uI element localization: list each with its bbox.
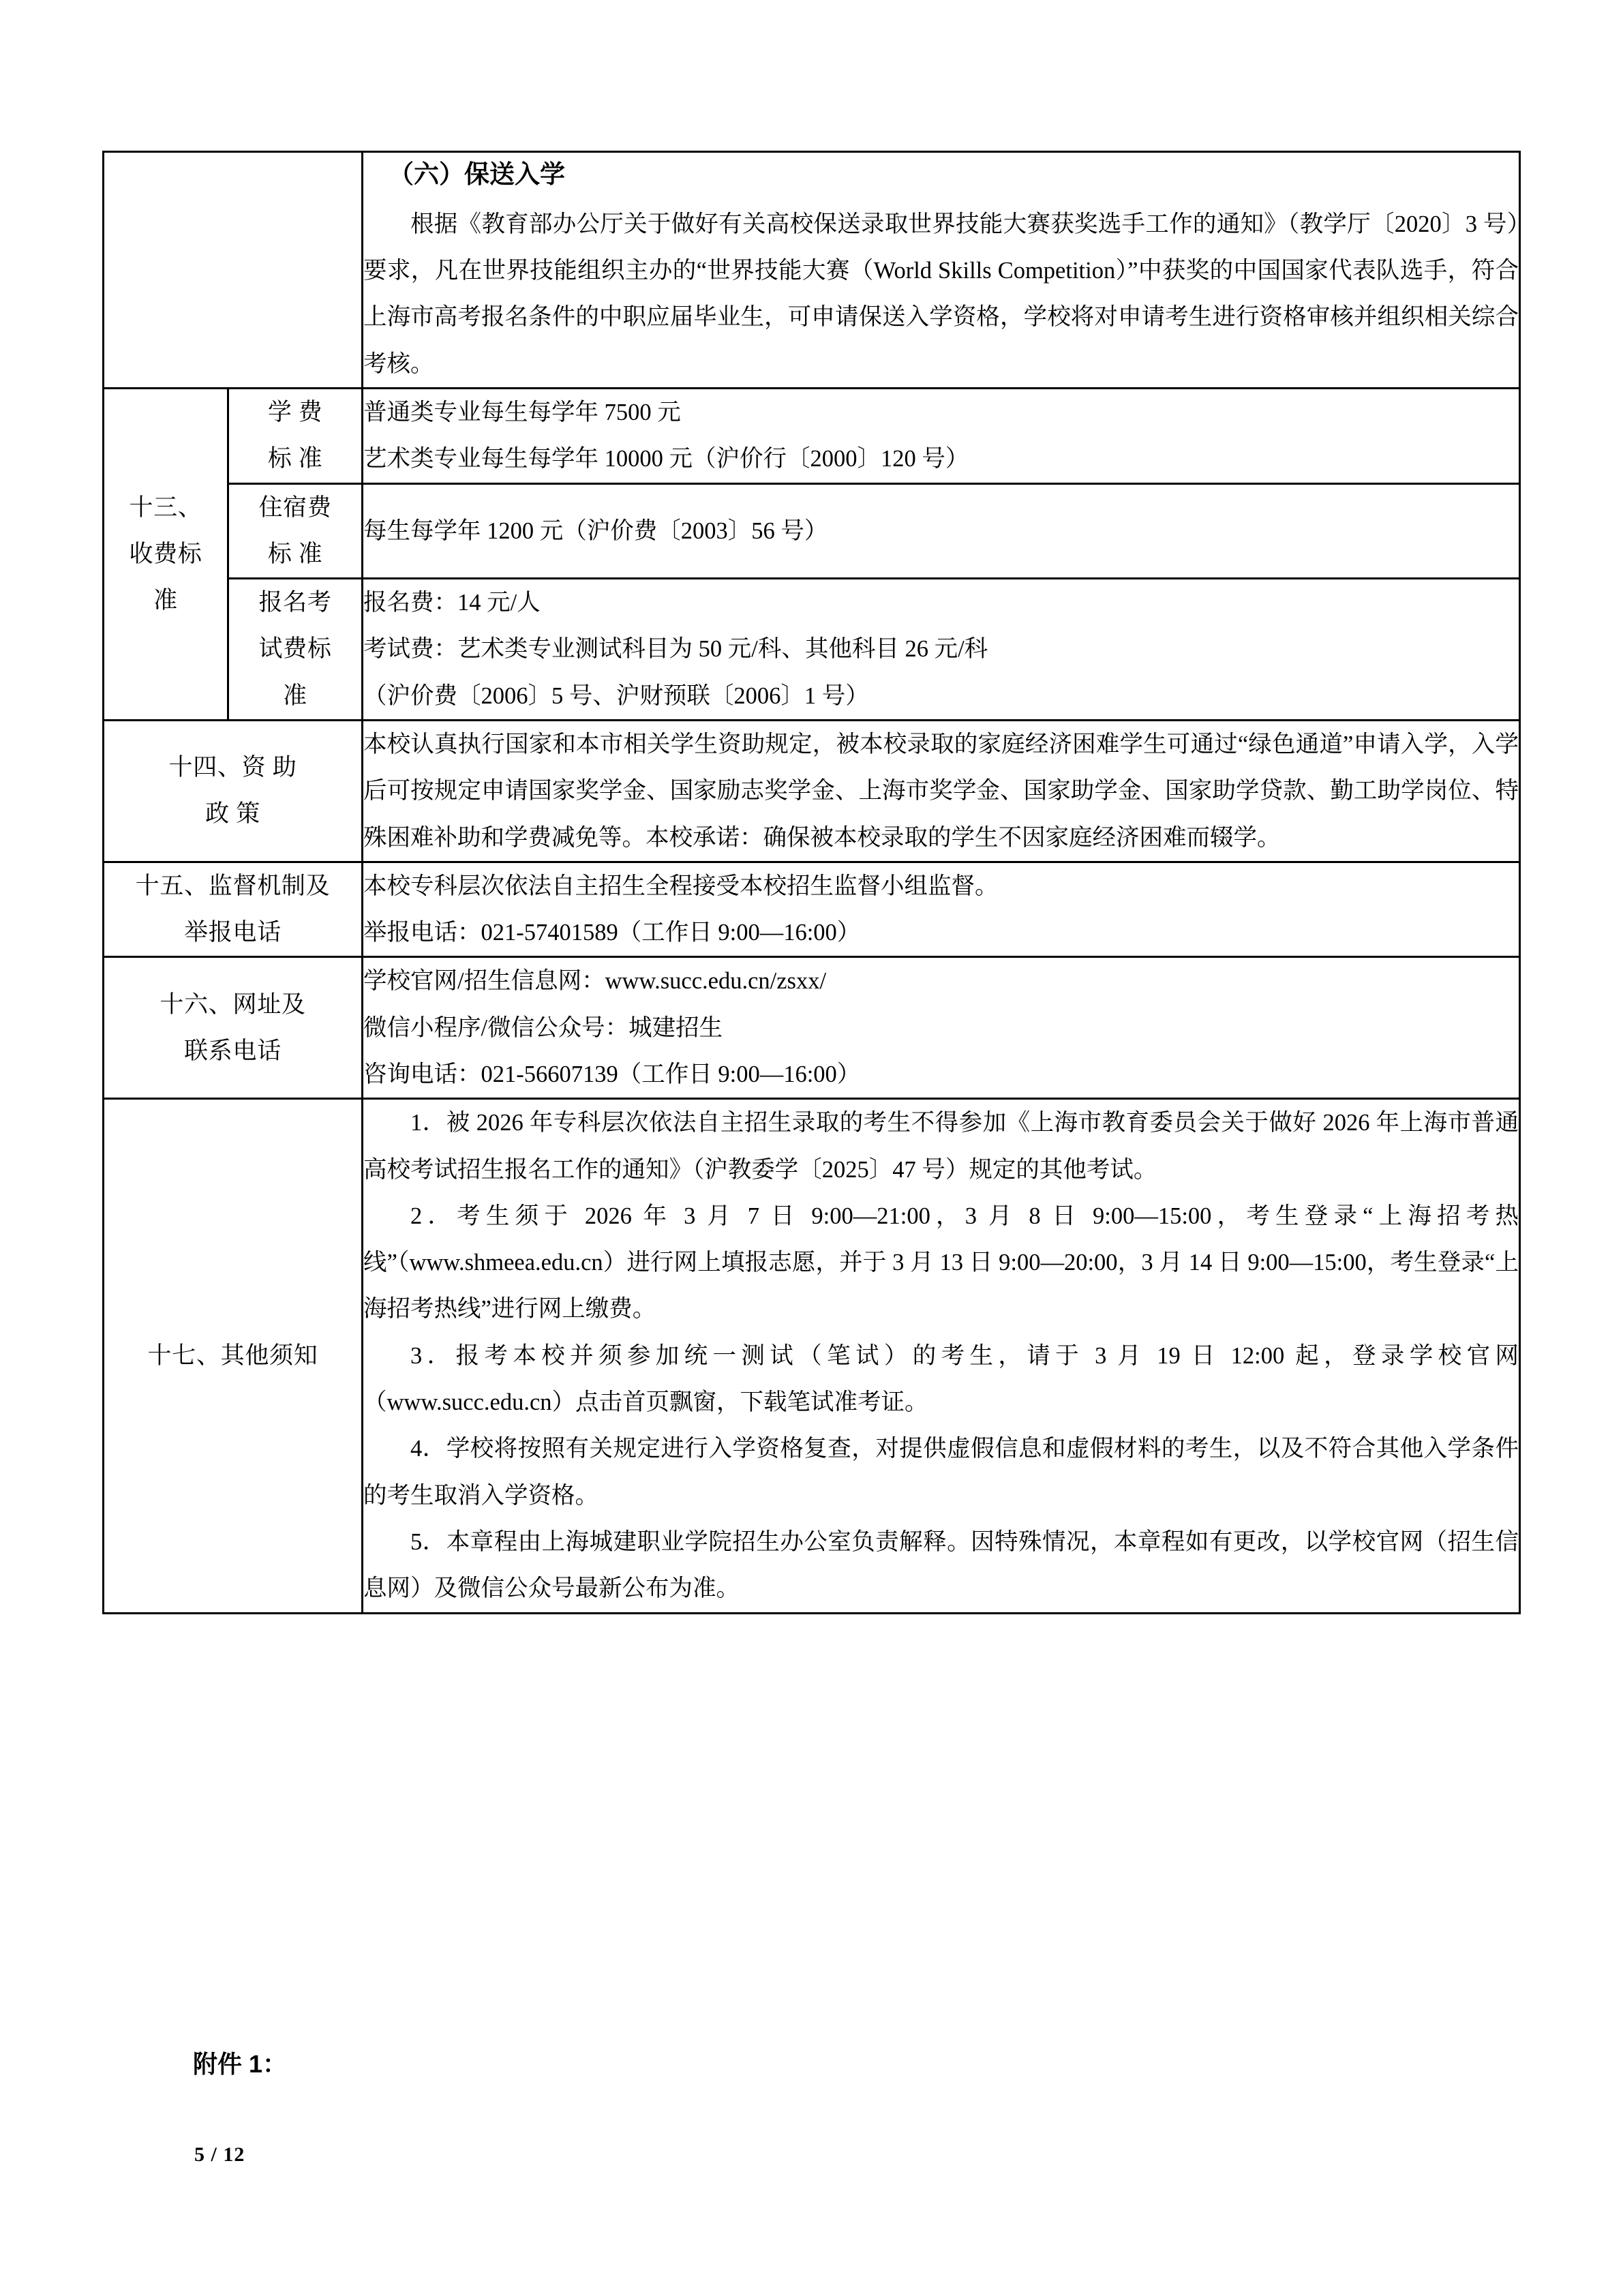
label-line-16-2: 联系电话 [184, 1037, 282, 1064]
notice-item-3: 3．报考本校并须参加统一测试（笔试）的考生，请于 3 月 19 日 12:00 起，登录学校官网（www.succ.edu.cn）点击首页飘窗，下载笔试准考证。 [363, 1342, 1519, 1416]
notice-item-1: 1．被 2026 年专科层次依法自主招生录取的考生不得参加《上海市教育委员会关于做好 2026 年上海市普通高校考试招生报名工作的通知》（沪教委学〔2025〕47 号）规定的其他考试。 [363, 1110, 1519, 1183]
label-line-13-1: 十三、 [129, 494, 202, 521]
table-row-tuition-standard [104, 388, 1520, 483]
page-number-footer: 5 / 12 [194, 2143, 245, 2166]
label-line-14-2: 政 策 [205, 800, 260, 828]
dormitory-fee-line: 每生每学年 1200 元（沪价费〔2003〕56 号） [363, 517, 828, 544]
table-row-dormitory-standard [104, 483, 1520, 579]
cell-empty-label [104, 152, 363, 389]
tuition-line-art: 艺术类专业每生每学年 10000 元（沪价行〔2000〕120 号） [363, 446, 969, 472]
cell-label-exam-fee-standard [228, 579, 363, 721]
cell-other-notices-content [363, 1099, 1520, 1613]
cell-label-website-contact [104, 957, 363, 1099]
cell-dormitory-standard-content [363, 483, 1520, 579]
cell-website-contact-content [363, 957, 1520, 1099]
cell-label-tuition-standard [228, 388, 363, 483]
table-row-recommendation-admission [104, 152, 1520, 389]
exam-fee-line-reference: （沪价费〔2006〕5 号、沪财预联〔2006〕1 号） [363, 682, 869, 709]
label-line-16-1: 十六、网址及 [160, 991, 306, 1018]
cell-exam-fee-standard-content [363, 579, 1520, 721]
notice-item-5: 5．本章程由上海城建职业学院招生办公室负责解释。因特殊情况，本章程如有更改，以学校官网（招生信息网）及微信公众号最新公布为准。 [363, 1528, 1519, 1602]
cell-label-fee-standards [104, 388, 228, 720]
consultation-phone-line: 咨询电话：021-56607139（工作日 9:00—16:00） [363, 1061, 861, 1087]
cell-recommendation-admission-content [363, 152, 1520, 389]
label-line-15-1: 十五、监督机制及 [135, 872, 331, 899]
label-line-17-1: 十七、其他须知 [147, 1342, 318, 1369]
table-row-exam-fee-standard [104, 579, 1520, 721]
notice-item-2: 2．考生须于 2026 年 3 月 7 日 9:00—21:00，3 月 8 日 9:00—15:00，考生登录“上海招考热线”（www.shmeea.edu.cn）进行网上填报志愿，并于 3 月 13 日 9:00—20:00，3 月 14 日 9:00—15:00，考生登录“上海招考热线”进行网上缴费。 [363, 1203, 1519, 1323]
label-line-15-2: 举报电话 [184, 919, 282, 946]
label-line-examfee-3: 准 [283, 682, 307, 709]
table-row-other-notices [104, 1099, 1520, 1613]
cell-supervision-content [363, 862, 1520, 957]
exam-fee-line-testing: 考试费：艺术类专业测试科目为 50 元/科、其他科目 26 元/科 [363, 636, 988, 663]
section-body-recommendation: 根据《教育部办公厅关于做好有关高校保送录取世界技能大赛获奖选手工作的通知》（教学厅〔2020〕3 号）要求，凡在世界技能组织主办的“世界技能大赛（World Skills Competition）”中获奖的中国国家代表队选手，符合上海市高考报名条件的中职应届毕业生，可申请保送入学资格，学校将对申请考生进行资格审核并组织相关综合考核。 [363, 211, 1519, 377]
section-heading-recommendation: （六）保送入学 [389, 160, 565, 188]
cell-label-other-notices [104, 1099, 363, 1613]
label-line-13-2: 收费标 [129, 540, 202, 567]
cell-label-dormitory-standard [228, 483, 363, 579]
label-line-dorm-2: 标 准 [267, 540, 323, 567]
label-line-13-3: 准 [153, 587, 178, 614]
exam-fee-line-registration: 报名费：14 元/人 [363, 590, 541, 616]
label-line-tuition-2: 标 准 [267, 445, 323, 472]
cell-label-supervision [104, 862, 363, 957]
cell-label-financial-aid-policy [104, 720, 363, 862]
cell-financial-aid-policy-content [363, 720, 1520, 862]
table-row-website-and-contact [104, 957, 1520, 1099]
label-line-14-1: 十四、资 助 [168, 754, 297, 781]
official-website-line: 学校官网/招生信息网：www.succ.edu.cn/zsxx/ [363, 968, 827, 995]
attachment-label: 附件 1： [193, 2050, 288, 2078]
tuition-line-general: 普通类专业每生每学年 7500 元 [363, 399, 681, 425]
label-line-dorm-1: 住宿费 [258, 494, 332, 521]
label-line-examfee-2: 试费标 [258, 635, 332, 663]
wechat-account-line: 微信小程序/微信公众号：城建招生 [363, 1014, 723, 1041]
cell-tuition-standard-content [363, 388, 1520, 483]
admissions-regulations-table [102, 151, 1521, 1614]
table-row-supervision-and-report-phone [104, 862, 1520, 957]
label-line-tuition-1: 学 费 [267, 398, 323, 425]
supervision-statement: 本校专科层次依法自主招生全程接受本校招生监督小组监督。 [363, 873, 999, 899]
table-row-financial-aid-policy [104, 720, 1520, 862]
notice-item-4: 4．学校将按照有关规定进行入学资格复查，对提供虚假信息和虚假材料的考生，以及不符合其他入学条件的考生取消入学资格。 [363, 1436, 1519, 1509]
label-line-examfee-1: 报名考 [258, 589, 332, 616]
financial-aid-body: 本校认真执行国家和本市相关学生资助规定，被本校录取的家庭经济困难学生可通过“绿色通道”申请入学，入学后可按规定申请国家奖学金、国家励志奖学金、上海市奖学金、国家助学金、国家助学贷款、勤工助学岗位、特殊困难补助和学费减免等。本校承诺：确保被本校录取的学生不因家庭经济困难而辍学。 [363, 731, 1519, 851]
report-phone-line: 举报电话：021-57401589（工作日 9:00—16:00） [363, 920, 861, 946]
